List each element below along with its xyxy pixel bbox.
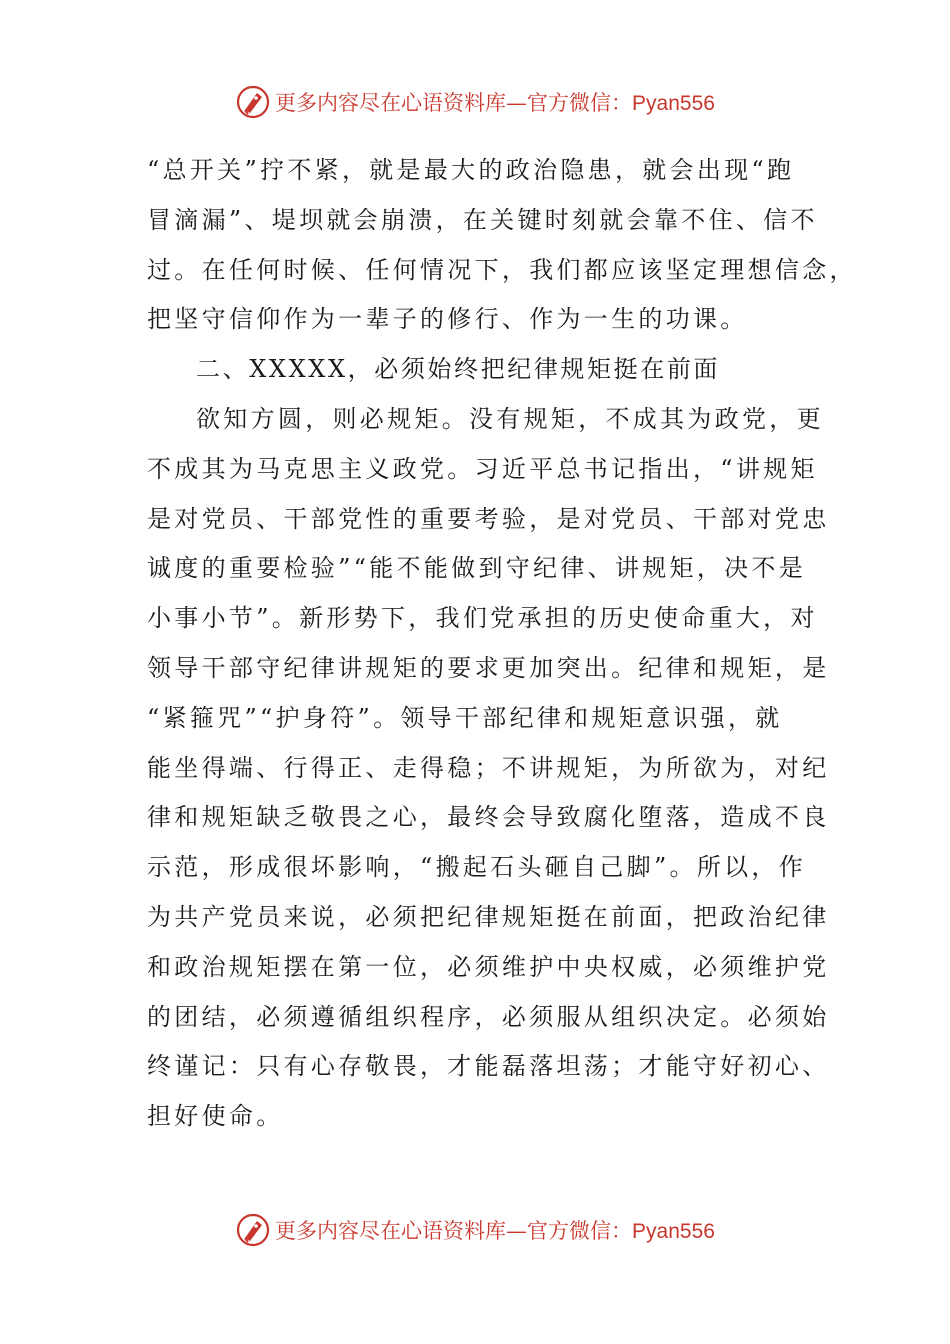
paragraph-line: “总开关”拧不紧，就是最大的政治隐患，就会出现“跑 <box>147 156 795 184</box>
paragraph-line: 诚度的重要检验”“能不能做到守纪律、讲规矩，决不是 <box>147 554 807 583</box>
paragraph-line: “紧箍咒”“护身符”。领导干部纪律和规矩意识强，就 <box>147 703 783 732</box>
paragraph-line: 是对党员、干部党性的重要考验，是对党员、干部对党忠 <box>147 504 830 533</box>
header-banner <box>0 82 950 122</box>
paragraph-line: 为共产党员来说，必须把纪律规矩挺在前面，把政治纪律 <box>147 902 830 931</box>
wechat-id: Pyan556 <box>632 1220 715 1243</box>
document-body <box>147 146 857 1142</box>
paragraph-line: 的团结，必须遵循组织程序，必须服从组织决定。必须始 <box>147 1002 830 1031</box>
banner-text: 更多内容尽在心语资料库—官方微信：Pyan556 <box>275 1219 715 1243</box>
paragraph-line: 能坐得端、行得正、走得稳；不讲规矩，为所欲为，对纪 <box>147 753 830 782</box>
footer-banner <box>0 1210 950 1250</box>
paragraph-line: 领导干部守纪律讲规矩的要求更加突出。纪律和规矩，是 <box>147 653 830 682</box>
banner-text: 更多内容尽在心语资料库—官方微信：Pyan556 <box>275 91 715 115</box>
paragraph-line: 欲知方圆，则必规矩。没有规矩，不成其为政党，更 <box>196 404 824 433</box>
paragraph-line: 过。在任何时候、任何情况下，我们都应该坚定理想信念， <box>147 255 857 284</box>
paragraph-line: 把坚守信仰作为一辈子的修行、作为一生的功课。 <box>147 305 748 334</box>
paragraph-line: 终谨记：只有心存敬畏，才能磊落坦荡；才能守好初心、 <box>147 1052 830 1081</box>
paragraph-line: 小事小节”。新形势下，我们党承担的历史使命重大，对 <box>147 604 818 633</box>
paragraph-line: 律和规矩缺乏敬畏之心，最终会导致腐化堕落，造成不良 <box>147 803 830 832</box>
pen-nib-logo-icon <box>235 84 271 120</box>
paragraph-line: 冒滴漏”、堤坝就会崩溃，在关键时刻就会靠不住、信不 <box>147 205 818 234</box>
wechat-id: Pyan556 <box>632 92 715 115</box>
pen-nib-logo-icon <box>235 1212 271 1248</box>
paragraph-line: 示范，形成很坏影响，“搬起石头砸自己脚”。所以，作 <box>147 853 807 882</box>
section-heading: 二、XXXXX，必须始终把纪律规矩挺在前面 <box>196 355 721 384</box>
paragraph-line: 不成其为马克思主义政党。习近平总书记指出，“讲规矩 <box>147 454 818 483</box>
paragraph-line: 和政治规矩摆在第一位，必须维护中央权威，必须维护党 <box>147 952 830 981</box>
paragraph-line: 担好使命。 <box>147 1102 284 1131</box>
